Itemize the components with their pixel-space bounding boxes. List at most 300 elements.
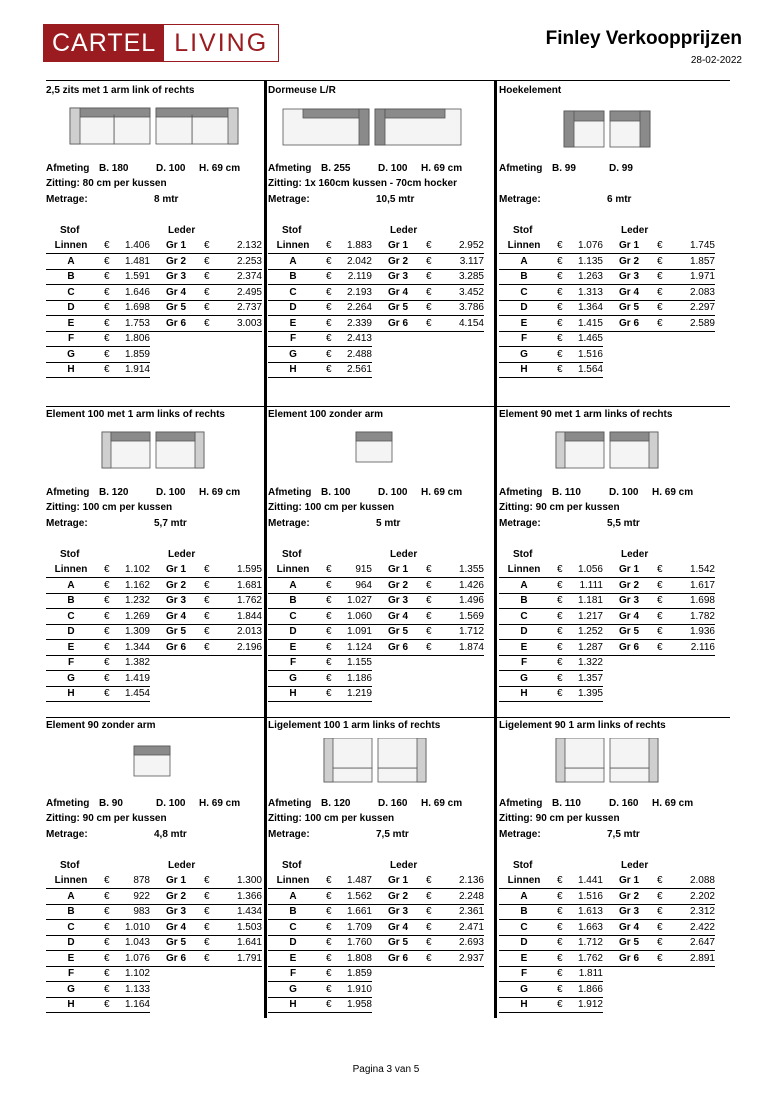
stof-code: B — [289, 595, 297, 606]
euro-sign: € — [557, 626, 563, 637]
row-underline — [46, 670, 150, 671]
stof-code: C — [67, 286, 75, 298]
euro-sign: € — [204, 271, 210, 282]
stof-price: 1.133 — [124, 983, 150, 995]
stof-price: 1.866 — [577, 983, 603, 995]
leder-group: Gr 1 — [166, 875, 187, 886]
afmeting-label: Afmeting — [268, 163, 312, 174]
stof-price: 964 — [355, 579, 372, 591]
stof-price: 1.709 — [346, 921, 372, 933]
stof-header: Stof — [513, 549, 533, 560]
stof-code: F — [520, 968, 528, 979]
euro-sign: € — [557, 641, 563, 653]
row-underline — [46, 346, 150, 347]
leder-price: 2.647 — [689, 937, 715, 948]
leder-group: Gr 6 — [388, 952, 409, 964]
euro-sign: € — [104, 983, 110, 995]
product-title: Element 100 zonder arm — [268, 409, 384, 420]
euro-sign: € — [104, 333, 110, 344]
stof-price: 1.382 — [124, 657, 150, 668]
leder-header: Leder — [168, 225, 196, 236]
leder-group: Gr 4 — [166, 921, 187, 933]
row-underline — [499, 1012, 603, 1013]
stof-price: 1.663 — [577, 921, 603, 933]
row-underline — [268, 300, 484, 301]
stof-code: A — [67, 255, 75, 267]
stof-code: D — [520, 937, 528, 948]
leder-price: 2.361 — [458, 906, 484, 917]
leder-group: Gr 6 — [619, 641, 640, 653]
leder-header: Leder — [390, 860, 418, 871]
euro-sign: € — [104, 626, 110, 637]
row-underline — [499, 655, 715, 656]
leder-header: Leder — [621, 225, 649, 236]
afmeting-label: Afmeting — [268, 487, 312, 498]
row-underline — [499, 362, 603, 363]
height-value: H. 69 cm — [421, 798, 463, 809]
stof-code: Linnen — [276, 875, 310, 886]
euro-sign: € — [104, 672, 110, 684]
euro-sign: € — [104, 952, 110, 964]
stof-code: H — [520, 364, 528, 375]
leder-price: 1.434 — [236, 906, 262, 917]
leder-price: 2.495 — [236, 286, 262, 298]
stof-price: 1.910 — [346, 983, 372, 995]
leder-group: Gr 5 — [166, 937, 187, 948]
height-value: H. 69 cm — [199, 798, 241, 809]
sofa-arm — [564, 111, 574, 147]
metrage-label: Metrage: — [268, 518, 310, 529]
leder-group: Gr 6 — [166, 641, 187, 653]
euro-sign: € — [326, 240, 332, 251]
leder-price: 2.248 — [458, 890, 484, 902]
euro-sign: € — [104, 657, 110, 668]
leder-price: 1.791 — [236, 952, 262, 964]
euro-sign: € — [657, 255, 663, 267]
metrage-label: Metrage: — [499, 829, 541, 840]
row-separator — [46, 406, 730, 407]
leder-header: Leder — [168, 549, 196, 560]
euro-sign: € — [326, 657, 332, 668]
row-underline — [46, 624, 262, 625]
stof-price: 1.516 — [577, 890, 603, 902]
euro-sign: € — [104, 348, 110, 360]
euro-sign: € — [104, 271, 110, 282]
row-underline — [499, 935, 715, 936]
stof-code: D — [520, 302, 528, 313]
euro-sign: € — [657, 937, 663, 948]
leder-price: 2.952 — [458, 240, 484, 251]
row-underline — [46, 362, 150, 363]
row-underline — [46, 608, 262, 609]
stof-price: 1.252 — [577, 626, 603, 637]
euro-sign: € — [426, 921, 432, 933]
euro-sign: € — [657, 317, 663, 329]
stof-code: B — [520, 271, 528, 282]
stof-price: 1.487 — [346, 875, 372, 886]
depth-value: D. 100 — [156, 798, 186, 809]
stof-code: G — [520, 348, 528, 360]
row-underline — [268, 639, 484, 640]
afmeting-label: Afmeting — [268, 798, 312, 809]
leder-group: Gr 6 — [388, 641, 409, 653]
euro-sign: € — [326, 333, 332, 344]
row-underline — [499, 997, 603, 998]
row-underline — [499, 639, 715, 640]
leder-price: 1.698 — [689, 595, 715, 606]
euro-sign: € — [557, 610, 563, 622]
stof-price: 1.287 — [577, 641, 603, 653]
leder-price: 1.496 — [458, 595, 484, 606]
euro-sign: € — [104, 579, 110, 591]
euro-sign: € — [104, 595, 110, 606]
euro-sign: € — [557, 271, 563, 282]
leder-group: Gr 6 — [619, 317, 640, 329]
stof-code: C — [520, 610, 528, 622]
euro-sign: € — [326, 999, 332, 1010]
stof-price: 2.488 — [346, 348, 372, 360]
stof-price: 1.313 — [577, 286, 603, 298]
leder-group: Gr 5 — [619, 302, 640, 313]
depth-value: D. 100 — [156, 487, 186, 498]
stof-price: 1.135 — [577, 255, 603, 267]
stof-code: Linnen — [507, 875, 541, 886]
leder-header: Leder — [168, 860, 196, 871]
stof-price: 1.753 — [124, 317, 150, 329]
stof-code: E — [67, 317, 75, 329]
sofa-back — [385, 109, 445, 118]
stof-code: A — [289, 255, 297, 267]
stof-header: Stof — [513, 225, 533, 236]
euro-sign: € — [104, 610, 110, 622]
product-block — [499, 720, 719, 1028]
stof-price: 1.217 — [577, 610, 603, 622]
euro-sign: € — [204, 564, 210, 575]
leder-group: Gr 6 — [388, 317, 409, 329]
width-value: B. 110 — [552, 487, 581, 498]
euro-sign: € — [657, 286, 663, 298]
euro-sign: € — [557, 968, 563, 979]
leder-price: 2.297 — [689, 302, 715, 313]
leder-price: 2.937 — [458, 952, 484, 964]
euro-sign: € — [426, 579, 432, 591]
leder-price: 2.374 — [236, 271, 262, 282]
product-block — [268, 409, 488, 717]
stof-code: F — [289, 968, 297, 979]
stof-code: H — [520, 999, 528, 1010]
sofa-back — [356, 432, 392, 441]
stof-code: A — [520, 579, 528, 591]
leder-price: 1.426 — [458, 579, 484, 591]
leder-group: Gr 3 — [388, 595, 409, 606]
stof-price: 1.806 — [124, 333, 150, 344]
zitting-text: Zitting: 100 cm per kussen — [268, 813, 395, 824]
row-underline — [46, 331, 262, 332]
page-title: Finley Verkoopprijzen — [545, 28, 742, 49]
sofa-arm — [102, 432, 111, 468]
leder-price: 1.762 — [236, 595, 262, 606]
product-block — [46, 85, 266, 393]
stof-code: B — [67, 595, 75, 606]
row-underline — [46, 888, 262, 889]
euro-sign: € — [557, 937, 563, 948]
row-underline — [268, 935, 484, 936]
euro-sign: € — [326, 579, 332, 591]
leder-price: 1.936 — [689, 626, 715, 637]
sofa-arm — [375, 109, 385, 145]
euro-sign: € — [557, 564, 563, 575]
leder-group: Gr 2 — [619, 890, 640, 902]
stof-price: 1.102 — [124, 564, 150, 575]
brand-logo-left: CARTEL — [44, 25, 164, 61]
euro-sign: € — [557, 286, 563, 298]
leder-price: 1.595 — [236, 564, 262, 575]
leder-price: 4.154 — [458, 317, 484, 329]
euro-sign: € — [326, 968, 332, 979]
stof-code: F — [67, 657, 75, 668]
row-underline — [46, 253, 262, 254]
stof-code: B — [289, 271, 297, 282]
leder-group: Gr 3 — [166, 906, 187, 917]
leder-price: 3.285 — [458, 271, 484, 282]
leder-group: Gr 6 — [166, 317, 187, 329]
height-value: H. 69 cm — [199, 487, 241, 498]
stof-code: E — [289, 641, 297, 653]
row-underline — [499, 300, 715, 301]
stof-price: 878 — [133, 875, 150, 886]
stof-price: 1.760 — [346, 937, 372, 948]
sofa-arm — [324, 738, 333, 782]
leder-price: 1.641 — [236, 937, 262, 948]
metrage-label: Metrage: — [499, 518, 541, 529]
leder-price: 1.857 — [689, 255, 715, 267]
afmeting-label: Afmeting — [499, 487, 543, 498]
euro-sign: € — [204, 906, 210, 917]
height-value: H. 69 cm — [652, 487, 694, 498]
euro-sign: € — [557, 595, 563, 606]
stof-price: 1.419 — [124, 672, 150, 684]
euro-sign: € — [657, 626, 663, 637]
stof-code: G — [67, 672, 75, 684]
metrage-label: Metrage: — [268, 829, 310, 840]
euro-sign: € — [326, 937, 332, 948]
stof-header: Stof — [282, 225, 302, 236]
stof-code: H — [289, 999, 297, 1010]
stof-price: 2.264 — [346, 302, 372, 313]
stof-price: 1.263 — [577, 271, 603, 282]
sofa-arm — [228, 108, 238, 144]
row-underline — [499, 331, 715, 332]
stof-code: C — [289, 286, 297, 298]
row-underline — [46, 639, 262, 640]
sofa-diagram — [268, 738, 488, 784]
euro-sign: € — [326, 952, 332, 964]
leder-group: Gr 2 — [166, 579, 187, 591]
euro-sign: € — [326, 255, 332, 267]
stof-code: D — [289, 937, 297, 948]
afmeting-label: Afmeting — [499, 798, 543, 809]
stof-price: 1.481 — [124, 255, 150, 267]
stof-code: B — [520, 595, 528, 606]
euro-sign: € — [326, 672, 332, 684]
leder-price: 3.786 — [458, 302, 484, 313]
zitting-text: Zitting: 1x 160cm kussen - 70cm hocker — [268, 178, 457, 189]
product-title: Ligelement 100 1 arm links of rechts — [268, 720, 441, 731]
stof-price: 1.762 — [577, 952, 603, 964]
euro-sign: € — [557, 364, 563, 375]
row-underline — [46, 300, 262, 301]
sofa-arm — [556, 432, 565, 468]
leder-group: Gr 3 — [388, 906, 409, 917]
leder-group: Gr 1 — [619, 240, 640, 251]
stof-code: E — [289, 952, 297, 964]
sofa-arm — [195, 432, 204, 468]
stof-code: C — [67, 610, 75, 622]
euro-sign: € — [426, 302, 432, 313]
metrage-value: 5,7 mtr — [154, 518, 187, 529]
leder-group: Gr 1 — [388, 240, 409, 251]
height-value: H. 69 cm — [199, 163, 241, 174]
euro-sign: € — [557, 672, 563, 684]
stof-price: 1.076 — [577, 240, 603, 251]
leder-price: 1.712 — [458, 626, 484, 637]
leder-price: 2.013 — [236, 626, 262, 637]
product-image — [499, 738, 719, 784]
row-underline — [268, 269, 484, 270]
leder-group: Gr 6 — [166, 952, 187, 964]
leder-group: Gr 4 — [619, 286, 640, 298]
euro-sign: € — [557, 952, 563, 964]
stof-code: Linnen — [507, 240, 541, 251]
leder-price: 2.422 — [689, 921, 715, 933]
row-underline — [46, 593, 262, 594]
height-value: H. 69 cm — [421, 163, 463, 174]
euro-sign: € — [104, 317, 110, 329]
metrage-label: Metrage: — [268, 194, 310, 205]
metrage-value: 6 mtr — [607, 194, 632, 205]
stof-code: E — [520, 952, 528, 964]
leder-price: 2.891 — [689, 952, 715, 964]
stof-price: 1.010 — [124, 921, 150, 933]
euro-sign: € — [657, 921, 663, 933]
euro-sign: € — [426, 626, 432, 637]
euro-sign: € — [104, 364, 110, 375]
leder-price: 2.693 — [458, 937, 484, 948]
leder-header: Leder — [390, 549, 418, 560]
euro-sign: € — [557, 890, 563, 902]
stof-code: H — [289, 364, 297, 375]
row-underline — [46, 377, 150, 378]
euro-sign: € — [657, 610, 663, 622]
euro-sign: € — [204, 286, 210, 298]
sofa-back — [565, 432, 604, 441]
stof-code: D — [289, 626, 297, 637]
product-image — [46, 738, 266, 784]
leder-group: Gr 3 — [388, 271, 409, 282]
row-underline — [268, 1012, 372, 1013]
leder-group: Gr 6 — [619, 952, 640, 964]
stof-code: C — [520, 921, 528, 933]
depth-value: D. 100 — [156, 163, 186, 174]
row-underline — [46, 981, 150, 982]
stof-code: H — [67, 999, 75, 1010]
leder-group: Gr 3 — [619, 595, 640, 606]
euro-sign: € — [657, 952, 663, 964]
row-underline — [499, 269, 715, 270]
stof-header: Stof — [282, 549, 302, 560]
metrage-label: Metrage: — [499, 194, 541, 205]
stof-code: Linnen — [507, 564, 541, 575]
euro-sign: € — [204, 302, 210, 313]
euro-sign: € — [657, 890, 663, 902]
row-underline — [268, 919, 484, 920]
leder-group: Gr 3 — [619, 906, 640, 917]
stof-code: C — [289, 921, 297, 933]
sofa-arm — [649, 738, 658, 782]
leder-price: 2.589 — [689, 317, 715, 329]
row-underline — [499, 670, 603, 671]
euro-sign: € — [426, 641, 432, 653]
euro-sign: € — [104, 302, 110, 313]
leder-group: Gr 4 — [166, 610, 187, 622]
row-underline — [46, 269, 262, 270]
leder-price: 2.737 — [236, 302, 262, 313]
sofa-arm — [417, 738, 426, 782]
euro-sign: € — [326, 688, 332, 699]
stof-code: C — [289, 610, 297, 622]
row-underline — [499, 981, 603, 982]
euro-sign: € — [204, 921, 210, 933]
euro-sign: € — [426, 317, 432, 329]
stof-code: H — [67, 364, 75, 375]
leder-price: 2.083 — [689, 286, 715, 298]
width-value: B. 99 — [552, 163, 576, 174]
stof-price: 915 — [355, 564, 372, 575]
stof-price: 1.357 — [577, 672, 603, 684]
sofa-diagram — [46, 103, 266, 149]
euro-sign: € — [426, 890, 432, 902]
leder-price: 2.136 — [458, 875, 484, 886]
stof-code: G — [67, 348, 75, 360]
stof-code: H — [289, 688, 297, 699]
stof-code: Linnen — [54, 875, 88, 886]
stof-code: F — [289, 657, 297, 668]
euro-sign: € — [426, 271, 432, 282]
leder-price: 1.300 — [236, 875, 262, 886]
euro-sign: € — [557, 657, 563, 668]
row-underline — [499, 253, 715, 254]
euro-sign: € — [557, 999, 563, 1010]
euro-sign: € — [657, 271, 663, 282]
row-underline — [499, 315, 715, 316]
euro-sign: € — [557, 688, 563, 699]
euro-sign: € — [326, 906, 332, 917]
stof-code: E — [67, 641, 75, 653]
sofa-arm — [359, 109, 369, 145]
zitting-text: Zitting: 100 cm per kussen — [268, 502, 395, 513]
stof-code: B — [67, 271, 75, 282]
page-number: Pagina 3 van 5 — [352, 1064, 420, 1075]
leder-price: 1.503 — [236, 921, 262, 933]
row-underline — [46, 315, 262, 316]
euro-sign: € — [104, 564, 110, 575]
stof-price: 922 — [133, 890, 150, 902]
euro-sign: € — [657, 875, 663, 886]
euro-sign: € — [426, 595, 432, 606]
leder-price: 1.569 — [458, 610, 484, 622]
stof-code: F — [67, 968, 75, 979]
stof-price: 2.413 — [346, 333, 372, 344]
